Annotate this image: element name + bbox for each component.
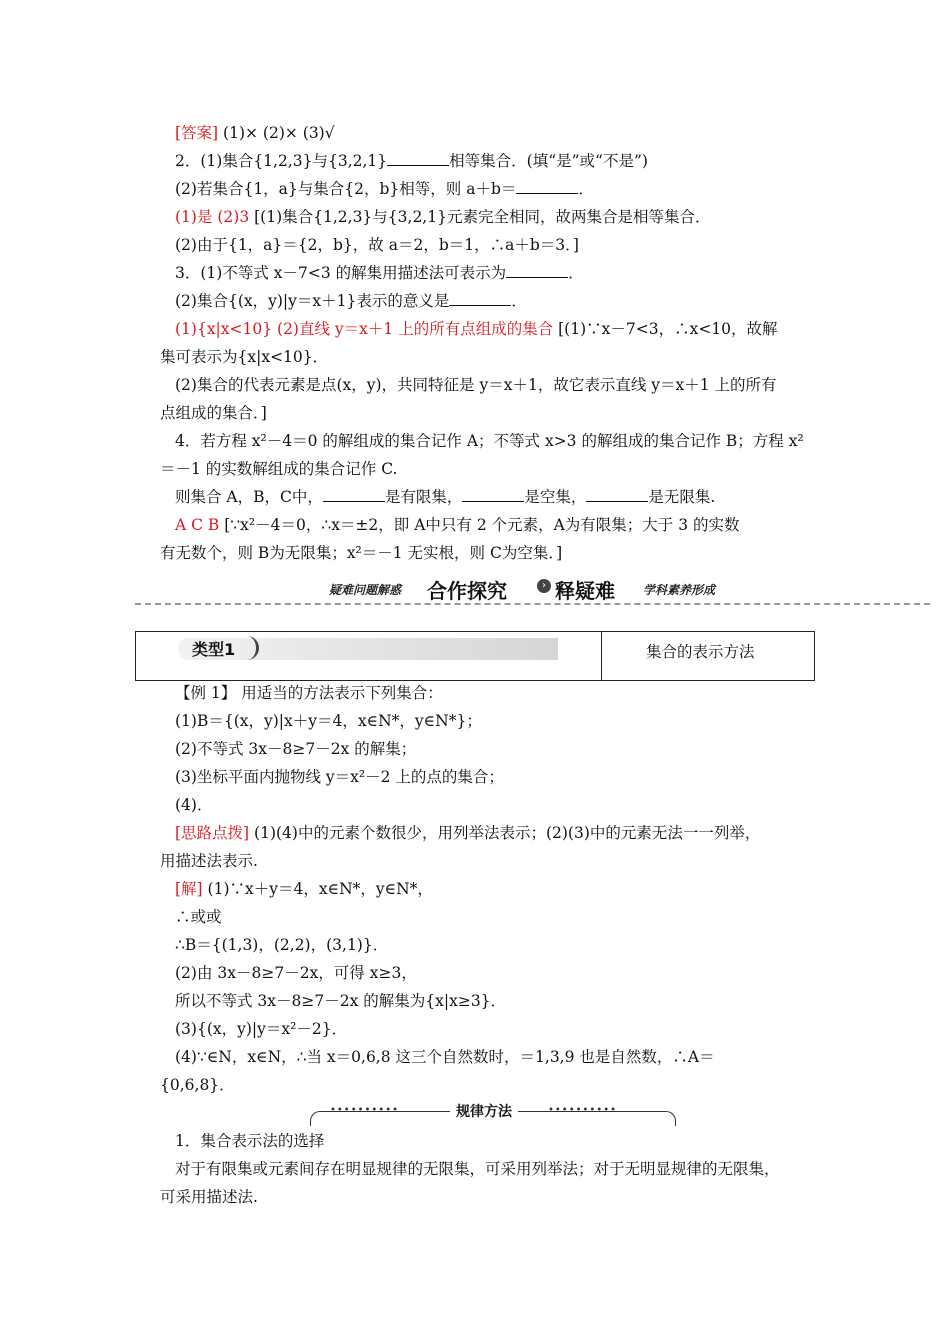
rule-dots-left: •••••••••• xyxy=(330,1105,399,1116)
chevron-right-icon: › xyxy=(537,579,551,593)
hint-text: (1)(4)中的元素个数很少，用列举法表示；(2)(3)中的元素无法一一列举， xyxy=(249,824,761,842)
type-box-title: 集合的表示方法 xyxy=(646,643,755,661)
fill-blank xyxy=(323,487,385,502)
fill-blank xyxy=(506,263,568,278)
solution-line-6: (3){(x，y)|y＝x²－2}． xyxy=(175,1020,348,1038)
fill-blank xyxy=(586,487,648,502)
q4-text-c: 是空集， xyxy=(524,488,587,506)
banner-right-text: 学科素养形成 xyxy=(643,583,716,597)
hint-line-2: 用描述法表示. xyxy=(160,852,258,870)
solution-line-1 xyxy=(175,878,433,900)
q3-2-text-a: (2)集合{(x，y)|y＝x＋1}表示的意义是 xyxy=(175,292,450,310)
answer-4-line-2: 有无数个，则 B为无限集；x²＝－1 无实根，则 C为空集．] xyxy=(160,544,563,562)
q3-2-text-b: ． xyxy=(511,292,527,310)
answer-4-line-1 xyxy=(175,514,740,536)
answer-3-line-1 xyxy=(175,318,778,340)
type-tag-label: 类型1 xyxy=(192,640,236,659)
banner-divider xyxy=(135,603,930,605)
question-2-line-2 xyxy=(175,178,594,200)
fill-blank xyxy=(516,179,578,194)
section-banner xyxy=(135,575,930,607)
answer-2-line-1 xyxy=(175,206,710,228)
solution-text: (1)∵x＋y＝4，x∈N*，y∈N*， xyxy=(202,880,433,898)
example-1-item-2: (2)不等式 3x－8≥7－2x 的解集； xyxy=(175,740,417,758)
hint-tag: [思路点拨] xyxy=(175,824,250,842)
example-1-heading: 【例 1】 用适当的方法表示下列集合： xyxy=(175,684,443,702)
answer-4-red: A C B xyxy=(175,516,220,534)
hint-line-1 xyxy=(175,822,760,844)
solution-line-5: 所以不等式 3x－8≥7－2x 的解集为{x|x≥3}． xyxy=(175,992,507,1010)
question-4-line-2: ＝－1 的实数解组成的集合记作 C. xyxy=(160,460,398,478)
type-box xyxy=(135,631,815,681)
answer-1-text: (1)× (2)× (3)√ xyxy=(218,124,335,142)
example-1-item-4: (4)． xyxy=(175,796,213,814)
q4-text-b: 是有限集， xyxy=(384,488,463,506)
solution-line-4: (2)由 3x－8≥7－2x，可得 x≥3， xyxy=(175,964,417,982)
example-1-item-3: (3)坐标平面内抛物线 y＝x²－2 上的点的集合； xyxy=(175,768,504,786)
answer-tag: [答案] xyxy=(175,124,219,142)
solution-tag: [解] xyxy=(175,880,203,898)
fill-blank xyxy=(449,291,511,306)
q4-text-d: 是无限集. xyxy=(648,488,716,506)
question-4-line-3 xyxy=(175,486,715,508)
q2-text-a: 2．(1)集合{1,2,3}与{3,2,1} xyxy=(175,152,388,170)
answer-3-line-4: 点组成的集合．] xyxy=(160,404,267,422)
type-box-divider xyxy=(601,632,602,680)
question-3-line-2 xyxy=(175,290,527,312)
answer-line-1 xyxy=(175,122,335,144)
answer-2-red: (1)是 (2)3 xyxy=(175,208,250,226)
rule-dots-right: •••••••••• xyxy=(548,1105,617,1116)
question-4-line-1: 4．若方程 x²－4＝0 的解组成的集合记作 A；不等式 x>3 的解组成的集合记作 B；方程 x² xyxy=(175,432,804,450)
rule-line-2: 对于有限集或元素间存在明显规律的无限集，可采用列举法；对于无明显规律的无限集， xyxy=(175,1160,780,1178)
q4-text-a: 则集合 A，B，C中， xyxy=(175,488,323,506)
q3-text-a: 3．(1)不等式 x－7<3 的解集用描述法可表示为 xyxy=(175,264,507,282)
question-2-line-1 xyxy=(175,150,648,172)
solution-line-8: {0,6,8}． xyxy=(160,1076,235,1094)
answer-2-text: [(1)集合{1,2,3}与{3,2,1}元素完全相同，故两集合是相等集合． xyxy=(249,208,711,226)
solution-line-2: ∴或或 xyxy=(175,908,222,926)
q2-2-text-b: ． xyxy=(578,180,594,198)
banner-title-1: 合作探究 xyxy=(427,579,507,603)
banner-title-2: 释疑难 xyxy=(555,579,615,603)
q3-text-b: ． xyxy=(568,264,584,282)
question-3-line-1 xyxy=(175,262,584,284)
rule-line-1: 1．集合表示法的选择 xyxy=(175,1132,325,1150)
fill-blank xyxy=(387,151,449,166)
fill-blank xyxy=(462,487,524,502)
rule-line-3: 可采用描述法. xyxy=(160,1188,258,1206)
example-1-item-1: (1)B＝{(x，y)|x＋y＝4，x∈N*，y∈N*}； xyxy=(175,712,482,730)
q2-text-b: 相等集合．(填“是”或“不是”) xyxy=(449,152,648,170)
answer-4-text: [∵x²－4＝0，∴x＝±2，即 A中只有 2 个元素，A为有限集；大于 3 的实数 xyxy=(219,516,740,534)
answer-3-line-3: (2)集合的代表元素是点(x，y)，共同特征是 y＝x＋1，故它表示直线 y＝x＋1 上的所有 xyxy=(175,376,777,394)
rule-label: 规律方法 xyxy=(450,1101,518,1121)
answer-3-text: [(1)∵x－7<3，∴x<10，故解 xyxy=(553,320,778,338)
rule-method-header xyxy=(310,1103,676,1125)
answer-3-red: (1){x|x<10} (2)直线 y＝x＋1 上的所有点组成的集合 xyxy=(175,320,554,338)
solution-line-7: (4)∵∈N，x∈N，∴当 x＝0,6,8 这三个自然数时，＝1,3,9 也是自然数，∴A＝ xyxy=(175,1048,715,1066)
answer-2-line-2: (2)由于{1，a}＝{2，b}，故 a＝2，b＝1，∴a＋b＝3．] xyxy=(175,236,579,254)
solution-line-3: ∴B＝{(1,3)，(2,2)，(3,1)}． xyxy=(175,936,389,954)
banner-left-text: 疑难问题解惑 xyxy=(329,583,402,597)
q2-2-text-a: (2)若集合{1，a}与集合{2，b}相等，则 a＋b＝ xyxy=(175,180,517,198)
answer-3-line-2: 集可表示为{x|x<10}． xyxy=(160,348,329,366)
